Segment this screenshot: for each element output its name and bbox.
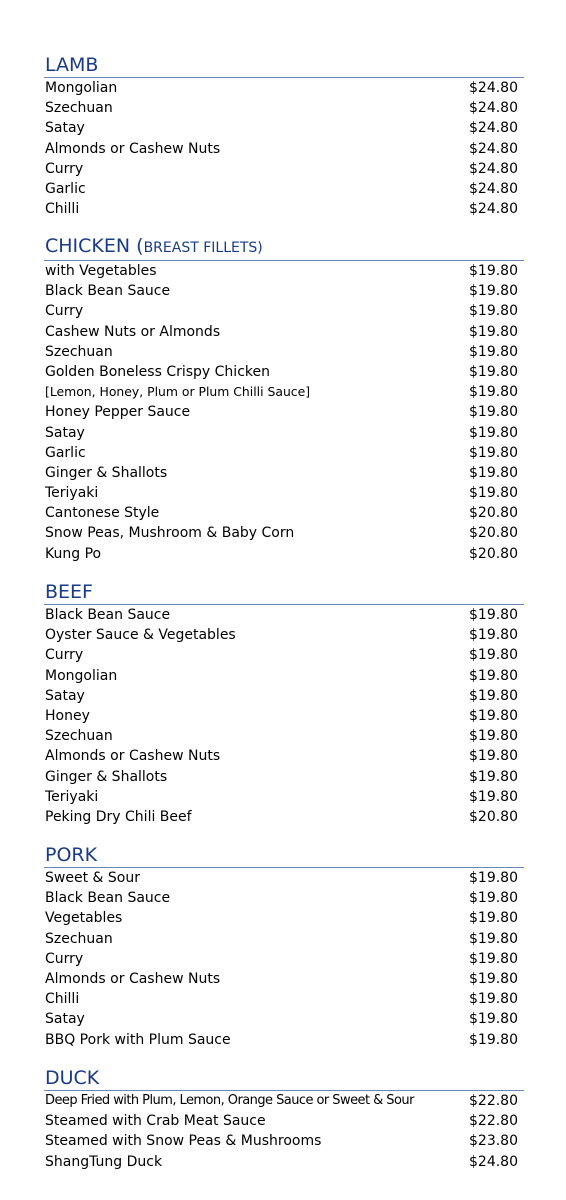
item-price: $19.80 [469,627,518,644]
item-price: $24.80 [469,1153,518,1170]
item-price: $19.80 [469,1011,518,1028]
menu-item [44,261,524,281]
item-name: Szechuan [45,930,113,947]
item-name: Deep Fried with Plum, Lemon, Orange Sauce or Sweet & Sour [45,1093,414,1108]
menu-item [44,281,524,301]
item-price: $20.80 [469,545,518,562]
item-price: $19.80 [469,890,518,907]
item-name: Vegetables [45,910,123,927]
item-price: $24.80 [469,180,518,197]
item-price: $19.80 [469,1031,518,1048]
item-price: $19.80 [469,404,518,421]
item-name: Mongolian [45,80,118,96]
section-pork [44,842,524,1050]
item-price: $19.80 [469,728,518,745]
item-name: Curry [45,950,84,967]
item-price: $24.80 [469,201,518,218]
section-header [44,579,524,605]
item-price: $19.80 [469,363,518,380]
section-title: PORK [45,844,98,866]
menu-item [44,645,524,665]
menu-item [44,342,524,362]
item-name: Cantonese Style [45,505,160,522]
section-beef [44,579,524,827]
item-name: Steamed with Snow Peas & Mushrooms [45,1133,322,1150]
item-price: $19.80 [469,950,518,967]
section-lamb [44,52,524,219]
item-price: $19.80 [469,991,518,1008]
menu-item [44,787,524,807]
item-name: Curry [45,303,84,320]
section-header [44,52,524,78]
item-price: $19.80 [469,607,518,623]
item-name: Garlic [45,180,86,197]
item-price: $20.80 [469,505,518,522]
menu-item [44,969,524,989]
item-price: $19.80 [469,970,518,987]
item-price: $19.80 [469,748,518,765]
item-price: $20.80 [469,808,518,825]
section-title: CHICKEN (BREAST FILLETS) [45,235,263,257]
item-price: $24.80 [469,160,518,177]
menu-item [44,726,524,746]
item-name: Cashew Nuts or Almonds [45,323,221,340]
menu-item [44,402,524,422]
menu-item [44,322,524,342]
item-name: Black Bean Sauce [45,890,171,907]
menu-item-list [44,78,524,219]
menu-item-list [44,605,524,827]
section-subtitle: BREAST FILLETS) [143,240,263,256]
item-price: $19.80 [469,707,518,724]
menu-item [44,989,524,1009]
menu-item [44,666,524,686]
item-name: Chilli [45,201,80,218]
item-name: Ginger & Shallots [45,464,168,481]
item-name: Almonds or Cashew Nuts [45,140,221,157]
menu-item [44,949,524,969]
menu-item [44,463,524,483]
item-price: $19.80 [469,485,518,502]
item-name: Mongolian [45,667,118,684]
menu-item [44,78,524,98]
item-name: [Lemon, Honey, Plum or Plum Chilli Sauce] [45,384,311,400]
item-name: Golden Boneless Crispy Chicken [45,363,270,380]
menu-item [44,888,524,908]
item-name: Almonds or Cashew Nuts [45,970,221,987]
item-name: Szechuan [45,728,113,745]
item-price: $19.80 [469,323,518,340]
item-name: with Vegetables [45,263,157,279]
menu-item-list [44,1091,524,1172]
menu-item [44,423,524,443]
menu-item [44,118,524,138]
item-name: Peking Dry Chili Beef [45,808,192,825]
menu-item [44,483,524,503]
item-name: Kung Po [45,545,102,562]
item-price: $19.80 [469,444,518,461]
menu-item [44,706,524,726]
menu-item [44,1131,524,1151]
item-name: Szechuan [45,100,113,117]
item-price: $19.80 [469,343,518,360]
item-price: $19.80 [469,303,518,320]
item-name: Curry [45,647,84,664]
menu-item [44,929,524,949]
item-name: Satay [45,424,85,441]
menu-item [44,1030,524,1050]
menu-item [44,1111,524,1131]
item-price: $19.80 [469,768,518,785]
item-name: Teriyaki [45,485,99,502]
menu-item [44,362,524,382]
item-name: Ginger & Shallots [45,768,168,785]
menu-item [44,625,524,645]
item-price: $19.80 [469,667,518,684]
menu-item-list [44,261,524,564]
menu-item [44,382,524,402]
menu-item [44,807,524,827]
section-title: BEEF [45,581,93,603]
item-price: $22.80 [469,1093,518,1109]
item-name: Black Bean Sauce [45,607,171,623]
menu-item [44,868,524,888]
item-price: $19.80 [469,930,518,947]
menu-item [44,686,524,706]
menu-item [44,199,524,219]
item-price: $23.80 [469,1133,518,1150]
item-price: $22.80 [469,1113,518,1130]
item-name: Black Bean Sauce [45,283,171,300]
menu-item [44,443,524,463]
item-name: Satay [45,687,85,704]
item-name: Garlic [45,444,86,461]
item-name: Teriyaki [45,788,99,805]
item-name: Chilli [45,991,80,1008]
item-name: ShangTung Duck [45,1153,163,1170]
item-name: Sweet & Sour [45,870,140,886]
item-name: Snow Peas, Mushroom & Baby Corn [45,525,295,542]
menu-item [44,1091,524,1111]
item-price: $24.80 [469,140,518,157]
item-name: BBQ Pork with Plum Sauce [45,1031,231,1048]
item-price: $24.80 [469,100,518,117]
item-name: Satay [45,1011,85,1028]
section-title: LAMB [45,54,99,76]
item-price: $24.80 [469,80,518,96]
section-title: DUCK [45,1067,100,1089]
menu-item [44,767,524,787]
item-name: Honey [45,707,90,724]
menu-item [44,746,524,766]
item-price: $19.80 [469,647,518,664]
item-name: Oyster Sauce & Vegetables [45,627,236,644]
item-name: Satay [45,120,85,137]
item-price: $20.80 [469,525,518,542]
item-price: $19.80 [469,870,518,886]
item-name: Steamed with Crab Meat Sauce [45,1113,266,1130]
menu-item [44,523,524,543]
item-price: $19.80 [469,283,518,300]
item-price: $19.80 [469,384,518,401]
menu-item [44,1009,524,1029]
menu-item-list [44,868,524,1050]
item-price: $19.80 [469,910,518,927]
item-price: $19.80 [469,687,518,704]
menu-item [44,1152,524,1172]
item-name: Honey Pepper Sauce [45,404,191,421]
menu-item [44,544,524,564]
menu-item [44,301,524,321]
section-header [44,842,524,868]
menu-item [44,503,524,523]
item-price: $19.80 [469,464,518,481]
item-name: Almonds or Cashew Nuts [45,748,221,765]
menu-item [44,159,524,179]
item-name: Curry [45,160,84,177]
item-price: $19.80 [469,788,518,805]
section-chicken [44,235,524,564]
item-price: $24.80 [469,120,518,137]
menu-item [44,605,524,625]
menu-item [44,179,524,199]
item-price: $19.80 [469,263,518,279]
item-price: $19.80 [469,424,518,441]
item-name: Szechuan [45,343,113,360]
menu-item [44,908,524,928]
section-header [44,235,524,261]
menu-item [44,98,524,118]
menu-item [44,139,524,159]
section-duck [44,1065,524,1172]
section-header [44,1065,524,1091]
